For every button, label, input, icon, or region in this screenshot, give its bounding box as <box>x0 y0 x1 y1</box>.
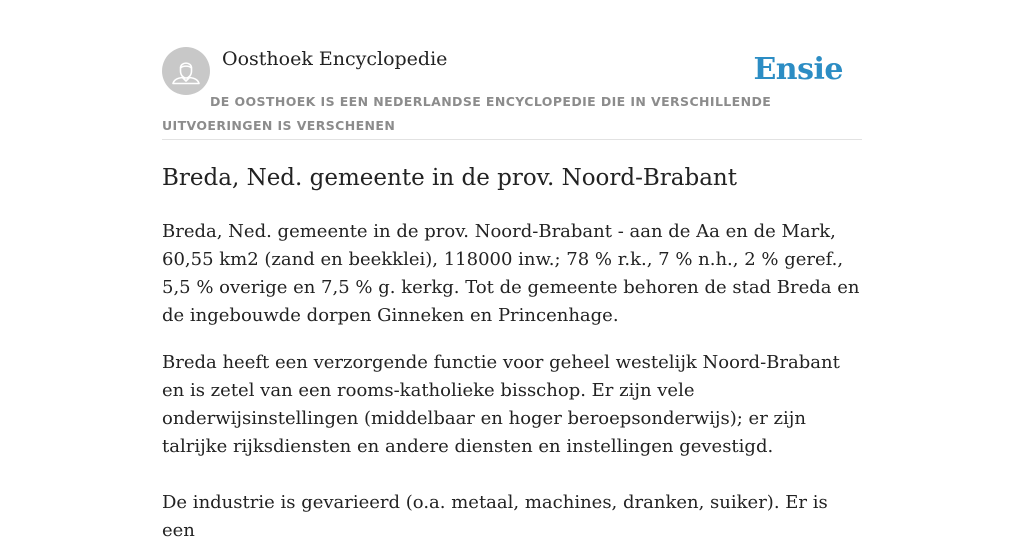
brand-logo[interactable]: Ensie <box>753 52 843 87</box>
article-paragraph: De industrie is gevarieerd (o.a. metaal, machines, dranken, suiker). Er is een <box>162 492 828 541</box>
site-title[interactable]: Oosthoek Encyclopedie <box>222 48 448 70</box>
article-title: Breda, Ned. gemeente in de prov. Noord-Brabant <box>162 165 737 191</box>
site-tagline: DE OOSTHOEK IS EEN NEDERLANDSE ENCYCLOPEDIE DIE IN VERSCHILLENDE UITVOERINGEN IS VERSCHENEN <box>162 94 772 133</box>
article-paragraph: Breda heeft een verzorgende functie voor geheel westelijk Noord-Brabant en is zetel van een rooms-katholieke bisschop. Er zijn vele onderwijsinstellingen (middelbaar en hoger beroepsonderwijs); er zijn talrijke rijksdiensten en andere diensten en instellingen gevestigd. <box>162 352 840 457</box>
site-header <box>162 46 862 140</box>
user-avatar-icon[interactable] <box>162 47 210 95</box>
article <box>162 162 862 545</box>
article-paragraph: Breda, Ned. gemeente in de prov. Noord-Brabant - aan de Aa en de Mark, 60,55 km2 (zand en beekklei), 118000 inw.; 78 % r.k., 7 % n.h., 2 % geref., 5,5 % overige en 7,5 % g. kerkg. Tot de gemeente behoren de stad Breda en de ingebouwde dorpen Ginneken en Princenhage. <box>162 221 860 326</box>
